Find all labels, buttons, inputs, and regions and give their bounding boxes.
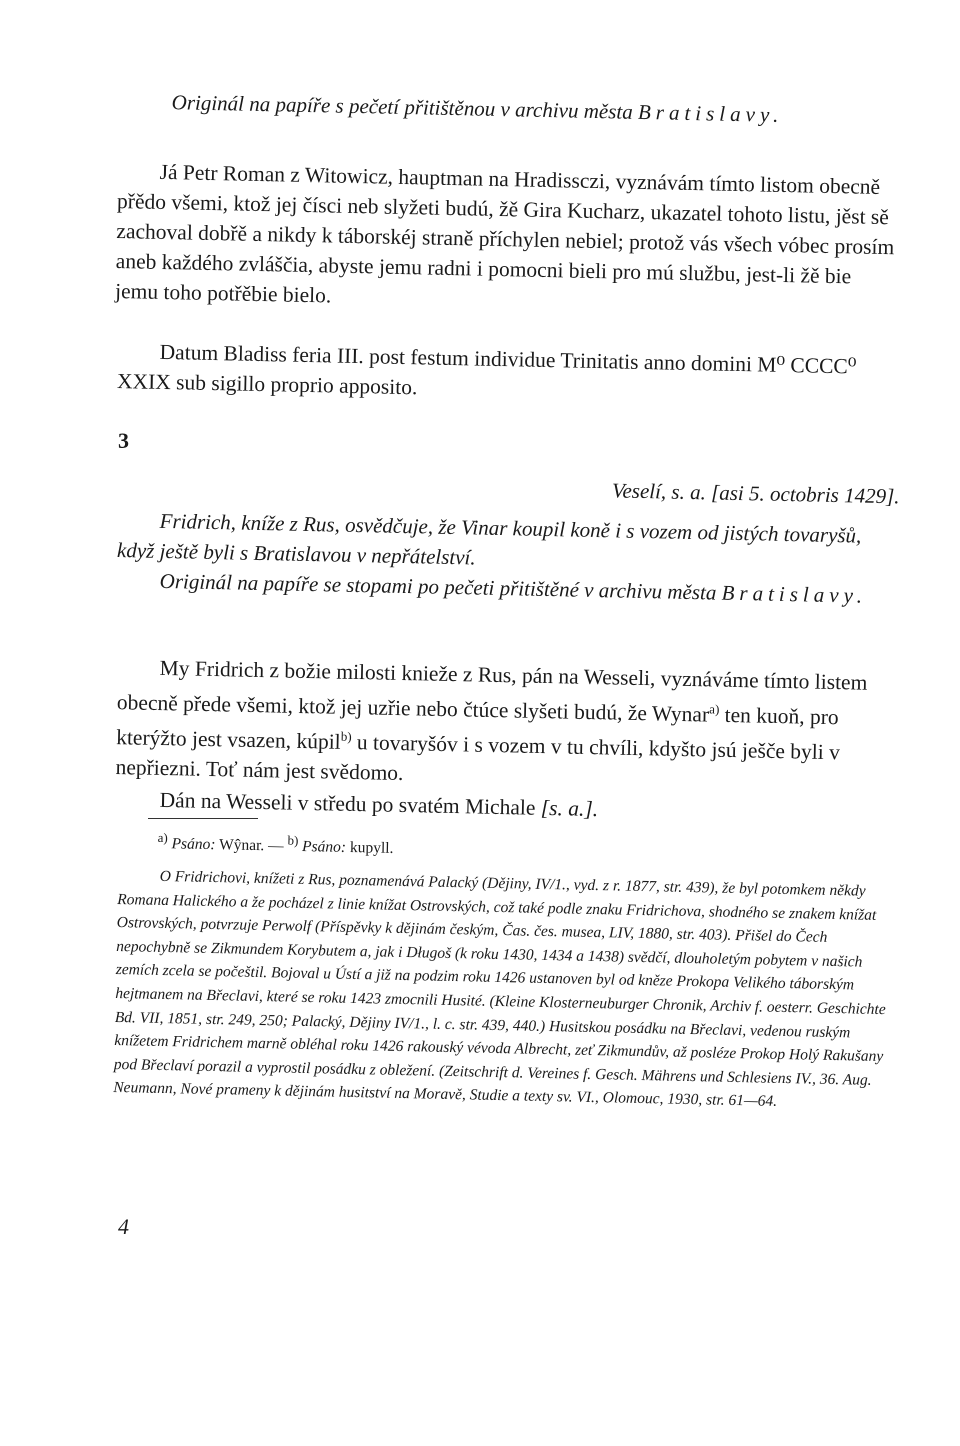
footnotes [117,826,899,871]
datum-line-1: Datum Bladiss feria III. post festum individue Trinitatis anno domini M⁰ CCCC⁰ XXIX sub sigillo proprio apposito. [116,339,857,400]
source-note-1 [117,86,899,132]
charter-text-2-part-2: ten kuoň, pro kterýžto jest vsazen, kúpil [115,702,839,754]
commentary: O Fridrichovi, knížeti z Rus, poznamenává Palacký (Dějiny, IV/1., vyd. z r. 1877, str. 439), že byl potomkem někdy Romana Halického a že pocházel z linie knížat Ostrovských, což také podle znaku Fridrichova, shodného se znakem knížat Ostrovských, potvrzuje Perwolf (Příspěvky k dějinám českým, Čas. čes. musea, LIV, 1880, str. 403). Přišel do Čech nepochybně se Zikmundem Korybutem a, jak i Długoš (k roku 1430, 1434 a 1438) svědčí, dlouholetým pobytem v našich zemích zcela se počeštil. Bojoval u Ústí a již na podzim roku 1426 ustanoven byl od kněze Prokopa Velikého táborským hejtmanem na Břeclavi, které se roku 1423 zmocnili Husité. (Kleine Klosterneuburger Chronik, Archiv f. oesterr. Geschichte Bd. VII, 1851, str. 249, 250; Palacký, Dějiny IV/1., l. c. str. 439, 440.) Husitskou posádku na Břeclavi, vedenou ruským knížetem Fridrichem marně obléhal roku 1426 rakouský vévoda Albrecht, zeť Zikmundův, až posléze Prokop Holý Rakušany pod Břeclaví porazil a vyprostil posádku z obležení. (Zeitschrift d. Vereines f. Gesch. Mährens und Schlesiens IV., 36. Aug. Neumann, Nové prameny k dějinám husitství na Moravě, Studie a texty sv. VI., Olomouc, 1930, str. 61—64. [113,867,886,1111]
charter-text-1: Já Petr Roman z Witowicz, hauptman na Hradissczi, vyznávám tímto listom obecně přědo všemi, ktož jej čísci neb slyžeti budú, žě Gira Kucharz, ukazatel tohoto listu, jěst sě zachoval dobřě a nikdy k táborskéj straně příchylen nebiel; protož vás všech vóbec prosím aneb každého zvláščia, abyste jemu radni i pomocni bieli pro mú službu, jest-li žě bie jemu toho potřěbie bielo. [114,159,895,308]
source-city-2: Bratislavy. [721,580,868,608]
dan-text: Dán na Wesseli v středu po svatém Michale [159,787,536,820]
document-number: 3 [118,428,129,453]
footnote-b-word: kupyll. [349,839,394,857]
charter-text-2-part-3: u tovaryšóv i s vozem v tu chvíli, kdyšto jsú ješče byli v nepřiezni. Toť nám jest svědomo. [115,730,841,786]
source-text-2: Originál na papíře se stopami po pečeti přitištěné v archivu města [159,568,717,605]
footnote-a-mark: a) [157,829,168,846]
footnote-separator: — [267,837,284,855]
footnote-ref-b: b) [340,728,352,745]
footnote-a-label: Psáno: [171,835,216,854]
document-date: Veselí, s. a. [asi 5. octobris 1429]. [611,478,900,509]
source-city-1: Bratislavy. [637,99,784,127]
regest: Fridrich, kníže z Rus, osvědčuje, že Vinar koupil koně i s vozem od jistých tovaryšů, když ještě byli s Bratislavou v nepřátelství. [116,508,862,570]
footnote-rule [148,818,258,819]
charter-text-2-part-1: My Fridrich z božie milosti knieže z Rus, pán na Wesseli, vyznáváme tímto listem obecně přede všemi, ktož jej uzřie nebo čtúce slyšeti budú, že Wynar [116,655,868,727]
source-text-1: Originál na papíře s pečetí přitištěnou v archivu města [171,90,633,124]
footnote-b-mark: b) [287,832,299,848]
charter-text-2 [115,652,900,799]
dan-note: [s. a.]. [540,795,599,822]
page-number: 4 [118,1214,129,1239]
footnote-b-label: Psáno: [301,838,347,856]
footnote-a-word: Wŷnar. [218,836,265,855]
footnote-ref-a: a) [709,701,720,717]
